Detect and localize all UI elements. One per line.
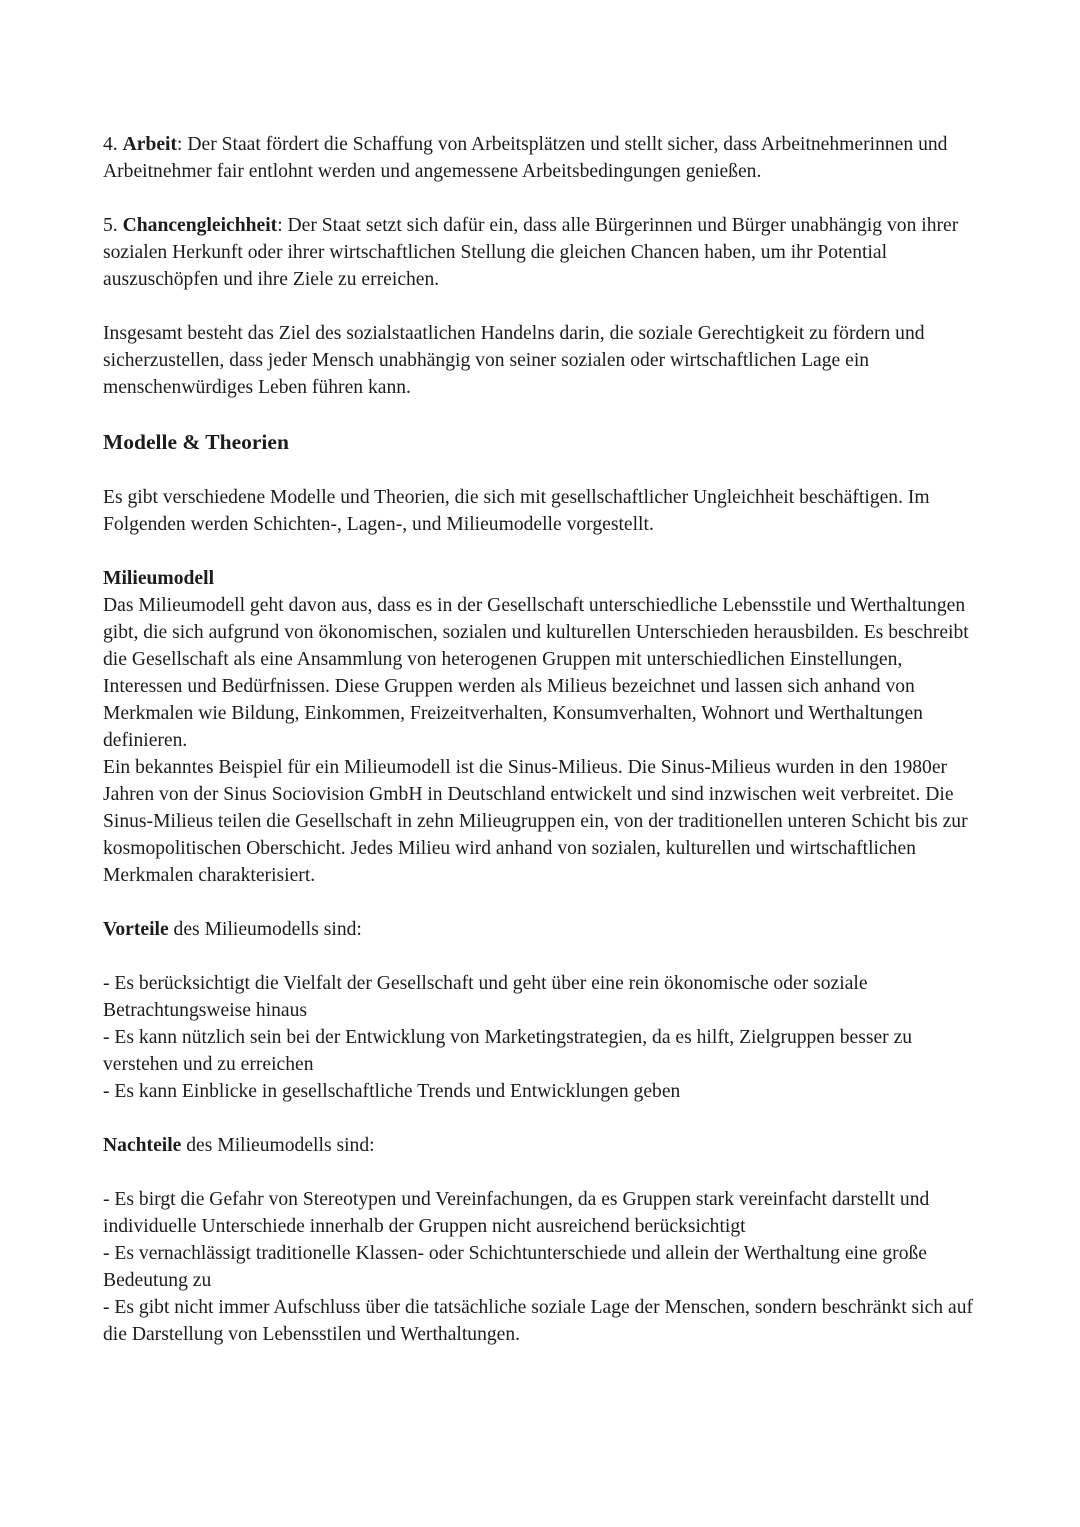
list-item: - Es kann Einblicke in gesellschaftliche Trends und Entwicklungen geben [103,1081,681,1102]
item-number: 5. [103,215,118,236]
paragraph-arbeit [103,131,983,185]
disadvantages-intro [103,1132,983,1159]
list-item: - Es vernachlässigt traditionelle Klassen- oder Schichtunterschiede und allein der Werthaltung eine große Bedeutung zu [103,1243,927,1291]
list-item: - Es gibt nicht immer Aufschluss über die tatsächliche soziale Lage der Menschen, sondern beschränkt sich auf die Darstellung von Lebensstilen und Werthaltungen. [103,1297,974,1345]
paragraph-text: : Der Staat setzt sich dafür ein, dass alle Bürgerinnen und Bürger unabhängig von ihrer sozialen Herkunft oder ihrer wirtschaftlichen Stellung die gleichen Chancen haben, um ihr Potential auszuschöpfen und ihre Ziele zu erreichen. [103,215,959,290]
disadvantages-intro-text: des Milieumodells sind: [181,1135,375,1156]
term-vorteile: Vorteile [103,919,169,940]
paragraph-summary: Insgesamt besteht das Ziel des sozialstaatlichen Handelns darin, die soziale Gerechtigkeit zu fördern und sicherzustellen, dass jeder Mensch unabhängig von seiner sozialen oder wirtschaftlichen Lage ein menschenwürdiges Leben führen kann. [103,323,925,398]
paragraph-text: : Der Staat fördert die Schaffung von Arbeitsplätzen und stellt sicher, dass Arbeitnehmerinnen und Arbeitnehmer fair entlohnt werden und angemessene Arbeitsbedingungen genießen. [103,134,948,182]
term-chancengleichheit: Chancengleichheit [122,215,278,236]
advantages-intro-text: des Milieumodells sind: [168,919,362,940]
document-page [103,131,983,1348]
paragraph-models-intro: Es gibt verschiedene Modelle und Theorien, die sich mit gesellschaftlicher Ungleichheit beschäftigen. Im Folgenden werden Schichten-, Lagen-, und Milieumodelle vorgestellt. [103,487,930,535]
term-nachteile: Nachteile [103,1135,182,1156]
list-item: - Es kann nützlich sein bei der Entwicklung von Marketingstrategien, da es hilft, Zielgruppen besser zu verstehen und zu erreichen [103,1027,913,1075]
paragraph-milieumodell-1: Das Milieumodell geht davon aus, dass es in der Gesellschaft unterschiedliche Lebensstile und Werthaltungen gibt, die sich aufgrund von ökonomischen, sozialen und kulturellen Unterschieden herausbilden. Es beschreibt die Gesellschaft als eine Ansammlung von heterogenen Gruppen mit unterschiedlichen Einstellungen, Interessen und Bedürfnissen. Diese Gruppen werden als Milieus bezeichnet und lassen sich anhand von Merkmalen wie Bildung, Einkommen, Freizeitverhalten, Konsumverhalten, Wohnort und Werthaltungen definieren. [103,595,969,751]
advantages-intro [103,916,983,943]
item-number: 4. [103,134,118,155]
heading-modelle-theorien: Modelle & Theorien [103,430,289,454]
term-arbeit: Arbeit [122,134,178,155]
paragraph-chancengleichheit [103,212,983,293]
subheading-milieumodell: Milieumodell [103,568,215,589]
disadvantages-list [103,1186,983,1348]
paragraph-milieumodell-2: Ein bekanntes Beispiel für ein Milieumodell ist die Sinus-Milieus. Die Sinus-Milieus wurden in den 1980er Jahren von der Sinus Sociovision GmbH in Deutschland entwickelt und sind inzwischen weit verbreitet. Die Sinus-Milieus teilen die Gesellschaft in zehn Milieugruppen ein, von der traditionellen unteren Schicht bis zur kosmopolitischen Oberschicht. Jedes Milieu wird anhand von sozialen, kulturellen und wirtschaftlichen Merkmalen charakterisiert. [103,757,968,886]
advantages-list [103,970,983,1105]
list-item: - Es berücksichtigt die Vielfalt der Gesellschaft und geht über eine rein ökonomische oder soziale Betrachtungsweise hinaus [103,973,868,1021]
list-item: - Es birgt die Gefahr von Stereotypen und Vereinfachungen, da es Gruppen stark vereinfacht darstellt und individuelle Unterschiede innerhalb der Gruppen nicht ausreichend berücksichtigt [103,1189,930,1237]
